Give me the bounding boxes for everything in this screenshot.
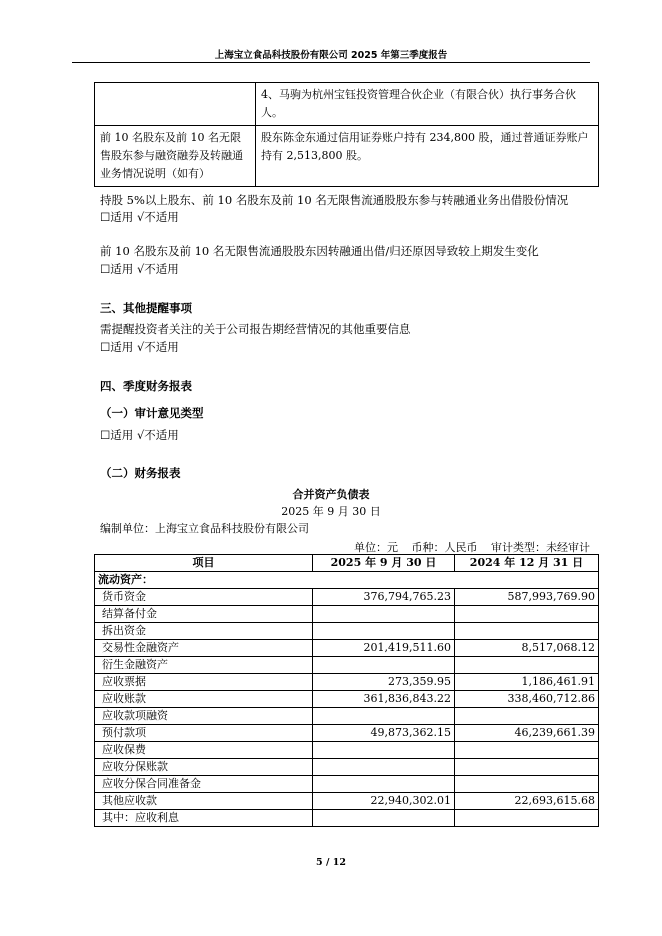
row-prior-value <box>455 657 599 674</box>
row-current-value <box>313 776 455 793</box>
row-prior-value: 22,693,615.68 <box>455 793 599 810</box>
audit-type-label: 审计类型：未经审计 <box>491 541 590 554</box>
row-item-label: 应收保费 <box>95 742 313 759</box>
report-header: 上海宝立食品科技股份有限公司 2025 年第三季度报告 <box>214 50 448 61</box>
balance-sheet-title: 合并资产负债表 <box>292 488 370 501</box>
table-row <box>95 793 599 810</box>
row-current-value: 361,836,843.22 <box>313 691 455 708</box>
table-row <box>95 657 599 674</box>
refinancing-title: 持股 5%以上股东、前 10 名股东及前 10 名无限售流通股股东参与转融通业务出借股份情况 <box>100 193 569 207</box>
column-header-current: 2025 年 9 月 30 日 <box>313 555 455 572</box>
table-row <box>95 589 599 606</box>
table-row <box>95 725 599 742</box>
row-prior-value <box>455 759 599 776</box>
table-row <box>95 810 599 827</box>
section4-heading: 四、季度财务报表 <box>100 379 192 393</box>
section3-options: ☐适用 √不适用 <box>100 340 179 354</box>
column-header-item: 项目 <box>95 555 313 572</box>
row-item-label: 应收分保合同准备金 <box>95 776 313 793</box>
fs-heading: （二）财务报表 <box>100 466 181 480</box>
table-cell: 4、马驹为杭州宝钰投资管理合伙企业（有限合伙）执行事务合伙人。 <box>256 83 599 126</box>
row-prior-value <box>455 708 599 725</box>
change-options: ☐适用 √不适用 <box>100 262 179 276</box>
section3-heading: 三、其他提醒事项 <box>100 301 192 315</box>
row-item-label: 应收票据 <box>95 674 313 691</box>
row-item-label: 应收款项融资 <box>95 708 313 725</box>
column-header-prior: 2024 年 12 月 31 日 <box>455 555 599 572</box>
row-prior-value <box>455 776 599 793</box>
row-item-label: 拆出资金 <box>95 623 313 640</box>
row-prior-value: 587,993,769.90 <box>455 589 599 606</box>
table-cell: 股东陈金东通过信用证券账户持有 234,800 股，通过普通证券账户持有 2,513,800 股。 <box>256 126 599 187</box>
report-meta <box>344 539 590 555</box>
table-row <box>95 674 599 691</box>
page-number: 5 / 12 <box>316 857 346 868</box>
audit-heading: （一）审计意见类型 <box>100 406 204 420</box>
row-prior-value: 8,517,068.12 <box>455 640 599 657</box>
row-item-label: 交易性金融资产 <box>95 640 313 657</box>
row-prior-value <box>455 810 599 827</box>
balance-sheet-date: 2025 年 9 月 30 日 <box>281 505 381 518</box>
company-name: 编制单位：上海宝立食品科技股份有限公司 <box>100 522 309 535</box>
table-row <box>95 83 599 126</box>
row-item-label: 其中：应收利息 <box>95 810 313 827</box>
row-prior-value: 46,239,661.39 <box>455 725 599 742</box>
row-item-label: 应收账款 <box>95 691 313 708</box>
row-current-value: 376,794,765.23 <box>313 589 455 606</box>
row-prior-value: 1,186,461.91 <box>455 674 599 691</box>
table-header-row <box>95 555 599 572</box>
table-row <box>95 759 599 776</box>
currency-label: 币种：人民币 <box>411 541 478 554</box>
balance-sheet-table <box>94 554 599 827</box>
table-row <box>95 708 599 725</box>
table-row <box>95 640 599 657</box>
table-row <box>95 606 599 623</box>
row-item-label: 其他应收款 <box>95 793 313 810</box>
header-divider <box>72 62 590 63</box>
table-row <box>95 742 599 759</box>
row-prior-value <box>455 606 599 623</box>
row-current-value: 22,940,302.01 <box>313 793 455 810</box>
table-row <box>95 623 599 640</box>
unit-label: 单位：元 <box>354 541 398 554</box>
row-current-value <box>313 657 455 674</box>
table-cell <box>95 83 256 126</box>
row-item-label: 货币资金 <box>95 589 313 606</box>
row-current-value <box>313 759 455 776</box>
row-current-value <box>313 708 455 725</box>
row-current-value <box>313 742 455 759</box>
shareholder-notes-table <box>94 82 599 187</box>
table-row <box>95 776 599 793</box>
row-prior-value: 338,460,712.86 <box>455 691 599 708</box>
section-row <box>95 572 599 589</box>
audit-options: ☐适用 √不适用 <box>100 428 179 442</box>
row-current-value <box>313 623 455 640</box>
row-current-value: 49,873,362.15 <box>313 725 455 742</box>
row-item-label: 应收分保账款 <box>95 759 313 776</box>
row-prior-value <box>455 742 599 759</box>
table-row <box>95 691 599 708</box>
table-row <box>95 126 599 187</box>
row-item-label: 结算备付金 <box>95 606 313 623</box>
row-current-value <box>313 810 455 827</box>
change-title: 前 10 名股东及前 10 名无限售流通股股东因转融通出借/归还原因导致较上期发生变化 <box>100 244 539 258</box>
section3-text: 需提醒投资者关注的关于公司报告期经营情况的其他重要信息 <box>100 322 411 336</box>
row-current-value: 273,359.95 <box>313 674 455 691</box>
row-item-label: 衍生金融资产 <box>95 657 313 674</box>
row-current-value: 201,419,511.60 <box>313 640 455 657</box>
section-label: 流动资产： <box>95 572 599 589</box>
row-prior-value <box>455 623 599 640</box>
table-cell: 前 10 名股东及前 10 名无限售股东参与融资融券及转融通业务情况说明（如有） <box>95 126 256 187</box>
row-item-label: 预付款项 <box>95 725 313 742</box>
row-current-value <box>313 606 455 623</box>
refinancing-options: ☐适用 √不适用 <box>100 210 179 224</box>
